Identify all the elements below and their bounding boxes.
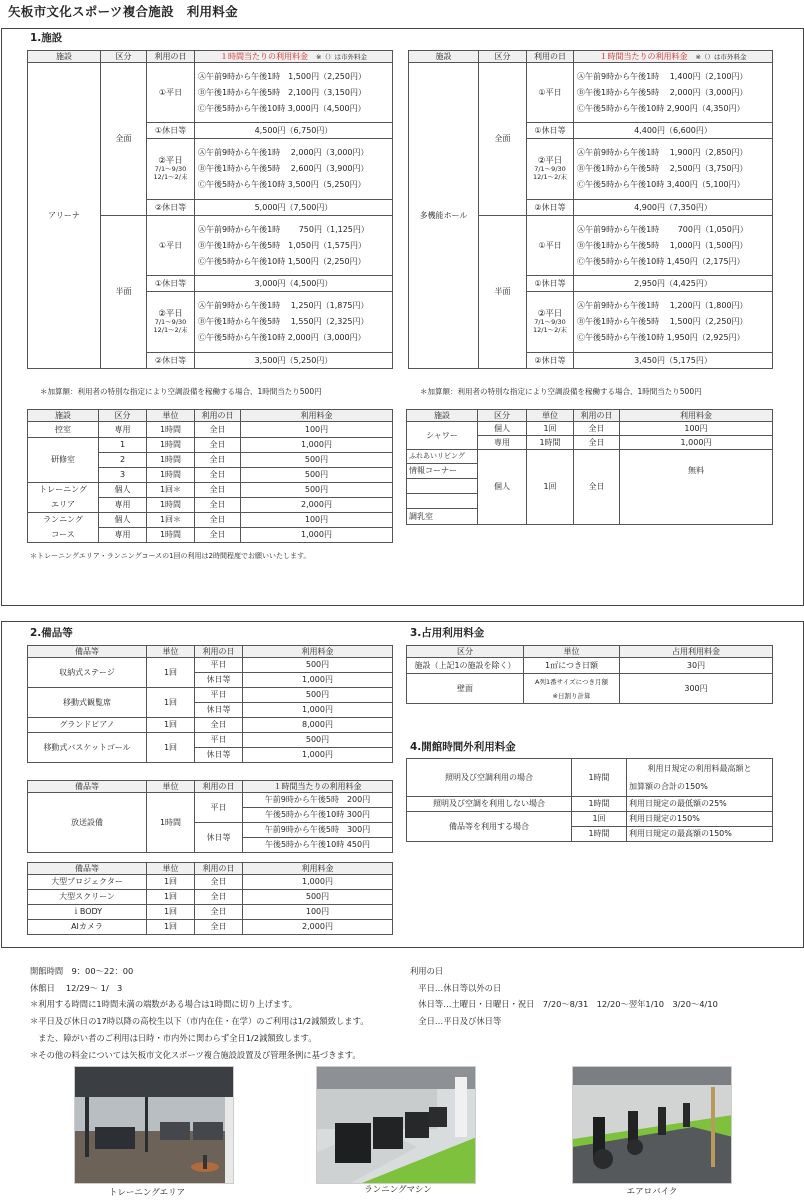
section-title-facility: 1.施設 <box>30 32 63 44</box>
photo-running-machine <box>316 1066 476 1184</box>
caption-aerobike: エアロバイク <box>626 1187 678 1197</box>
col-day: 利用の日 <box>147 51 195 63</box>
equipment-table: 備品等 単位 利用の日 利用料金 収納式ステージ 1回 平日 500円 休日等 1,000円 移動式観覧席 1回 平日 500円 休日等 1,000円 グランドピアノ 1回 全日 8,000円 移動式バスケットゴール 1回 平日 500円 休日等 1,000円 <box>27 645 393 763</box>
broadcast-table: 備品等 単位 利用の日 １時間当たりの利用料金 放送設備 1時間 平日 午前9時から午後5時 200円 午後5時から午後10時 300円 休日等 午前9時から午後5時 300円 午後5時から午後10時 450円 <box>27 780 393 853</box>
occupancy-table: 区分 単位 占用利用料金 施設（上記1の施設を除く） 1㎡につき日額 30円 壁面 A列1番サイズにつき月額 ※日割り計算 300円 <box>406 645 773 704</box>
hall-aircon-note: ＊加算額：利用者の特別な指定により空調設備を稼働する場合、1時間当たり500円 <box>420 387 702 396</box>
arena-zenmen: 全面 <box>101 63 147 216</box>
caption-running-machine: ランニングマシン <box>364 1185 432 1195</box>
col-kubun: 区分 <box>101 51 147 63</box>
rooms-fee-table: 施設 区分 単位 利用の日 利用料金 控室 専用 1時間 全日 100円 研修室 1 1時間 全日 1,000円 2 1時間 全日 500円 3 1時間 全日 500円 トレーニング 個人 1回＊ 全日 500円 エリア 専用 1時間 全日 2,000円 ランニング 個人 1回＊ 全日 100円 コース 専用 1時間 全日 1,000円 <box>27 409 393 543</box>
arena-name: アリーナ <box>28 63 101 369</box>
footer-right-notes: 利用の日 平日…休日等以外の日 休日等…土曜日・日曜日・祝日 7/20～8/31 12/20～翌年1/10 3/20～4/10 全日…平日及び休日等 <box>410 966 718 1027</box>
photo-training-area <box>74 1066 234 1184</box>
arena-aircon-note: ＊加算額：利用者の特別な指定により空調設備を稼働する場合、1時間当たり500円 <box>40 387 322 396</box>
section-title-equipment: 2.備品等 <box>30 627 73 639</box>
section-title-after-hours: 4.開館時間外利用料金 <box>410 741 516 753</box>
arena-hanmen: 半面 <box>101 216 147 369</box>
arena-fee-table: 施設 区分 利用の日 １時間当たりの利用料金 ※（）は市外料金 アリーナ 全面 ①平日 Ⓐ午前9時から午後1時 1,500円（2,250円） Ⓑ午後1時から午後5時 2,100円（3,150円） Ⓒ午後5時から午後10時 3,000円（4,500円） ①休日等 4,500円（6,750円） ②平日 7/1～9/30 12/1～2/末 Ⓐ午前9時から午後1時 2,000円（3,000円） Ⓑ午後1時から午後5時 2,600円（3,900円） Ⓒ午後5時から午後10時 3,500円（5,250円） ②休日等 5,000円（7,500円） 半面 ①平日 Ⓐ午前9時から午後1時 750円（1,125円） Ⓑ午後1時から午後5時 1,050円（1,575円） Ⓒ午後5時から午後10時 1,500円（2,250円） ①休日等 3,000円（4,500円） ②平日 7/1～9/30 12/1～2/末 Ⓐ午前9時から午後1時 1,250円（1,875円） Ⓑ午後1時から午後5時 1,550円（2,325円） Ⓒ午後5時から午後10時 2,000円（3,000円） ②休日等 3,500円（5,250円） <box>27 50 393 369</box>
caption-training-area: トレーニングエリア <box>108 1188 186 1198</box>
section-title-occupancy: 3.占用利用料金 <box>410 627 485 639</box>
page-title: 矢板市文化スポーツ複合施設 利用料金 <box>8 4 238 19</box>
col-facility: 施設 <box>28 51 101 63</box>
rooms2-fee-table: 施設 区分 単位 利用の日 利用料金 シャワー 個人 1回 全日 100円 専用 1時間 全日 1,000円 ふれあいリビング 個人 1回 全日 無料 情報コーナー 調乳室 <box>406 409 773 525</box>
photo-aerobike <box>572 1066 732 1184</box>
after-hours-table: 照明及び空調利用の場合 1時間 利用日規定の利用料最高額と 加算額の合計の150% 照明及び空調を利用しない場合 1時間 利用日規定の最低額の25% 備品等を利用する場合 1回 利用日規定の150% 1時間 利用日規定の最高額の150% <box>406 758 773 842</box>
arena-z-heijitsu: Ⓐ午前9時から午後1時 1,500円（2,250円） Ⓑ午後1時から午後5時 2,100円（3,150円） Ⓒ午後5時から午後10時 3,000円（4,500円） <box>195 63 393 123</box>
hall-name: 多機能ホール <box>409 63 479 369</box>
rooms-note: ＊トレーニングエリア・ランニングコースの1回の利用は2時間程度でお願いいたします。 <box>30 552 311 560</box>
equipment2-table: 備品等 単位 利用の日 利用料金 大型プロジェクター 1回 全日 1,000円 大型スクリーン 1回 全日 500円 ｉBODY 1回 全日 100円 AIカメラ 1回 全日 2,000円 <box>27 862 393 935</box>
col-fee: １時間当たりの利用料金 ※（）は市外料金 <box>195 51 393 63</box>
hall-fee-table: 施設 区分 利用の日 １時間当たりの利用料金 ※（）は市外料金 多機能ホール 全面 ①平日 Ⓐ午前9時から午後1時 1,400円（2,100円） Ⓑ午後1時から午後5時 2,000円（3,000円） Ⓒ午後5時から午後10時 2,900円（4,350円） ①休日等 4,400円（6,600円） ②平日 7/1～9/30 12/1～2/末 Ⓐ午前9時から午後1時 1,900円（2,850円） Ⓑ午後1時から午後5時 2,500円（3,750円） Ⓒ午後5時から午後10時 3,400円（5,100円） ②休日等 4,900円（7,350円） 半面 ①平日 Ⓐ午前9時から午後1時 700円（1,050円） Ⓑ午後1時から午後5時 1,000円（1,500円） Ⓒ午後5時から午後10時 1,450円（2,175円） ①休日等 2,950円（4,425円） ②平日 7/1～9/30 12/1～2/末 Ⓐ午前9時から午後1時 1,200円（1,800円） Ⓑ午後1時から午後5時 1,500円（2,250円） Ⓒ午後5時から午後10時 1,950円（2,925円） ②休日等 3,450円（5,175円） <box>408 50 773 369</box>
footer-left-notes: 開館時間 9：00～22：00 休館日 12/29～ 1/ 3 ＊利用する時間に1時間未満の端数がある場合は1時間に切り上げます。 ＊平日及び休日の17時以降の高校生以下（市内在住・在学）のご利用は1/2減額致します。 また、障がい者のご利用は日時・市内外に関わらず全日1/2減額致します。 ＊その他の料金については矢板市文化スポーツ複合施設設置及び管理条例に基づきます。 <box>30 966 369 1060</box>
